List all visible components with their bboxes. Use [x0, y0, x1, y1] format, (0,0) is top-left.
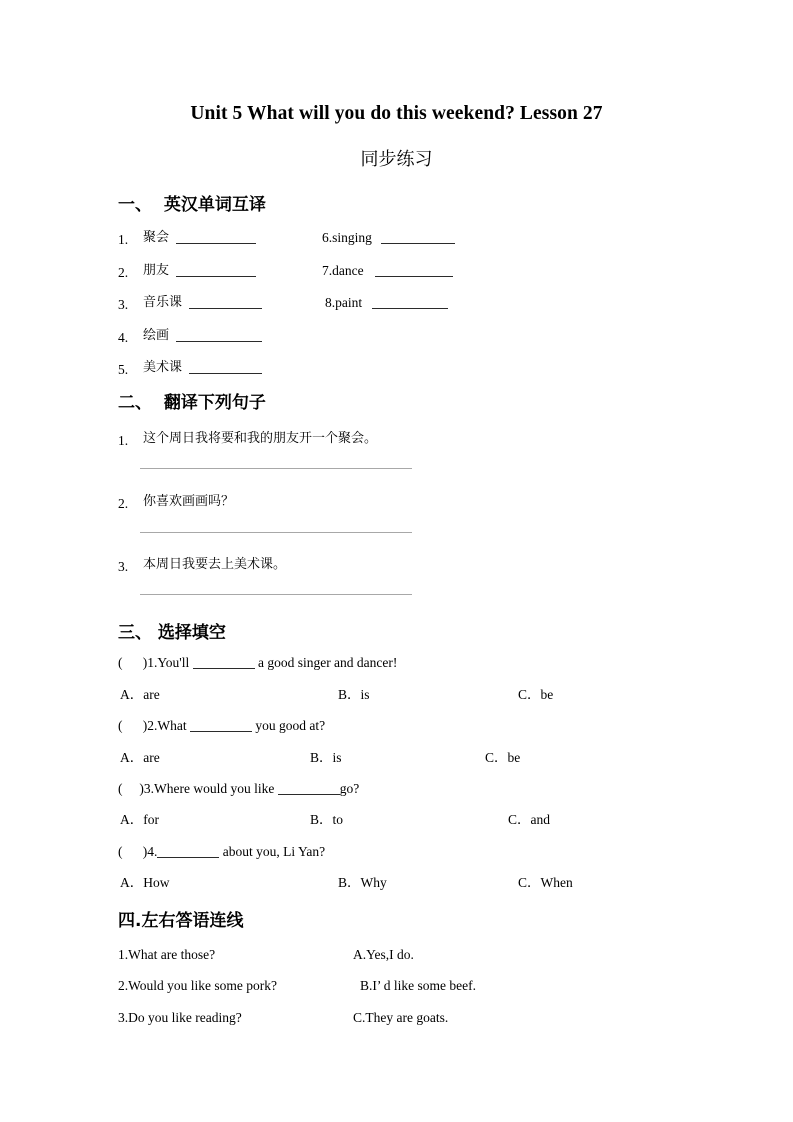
match-right-item[interactable]: C.They are goats. — [353, 1010, 449, 1025]
match-left-item[interactable]: 2.Would you like some pork? — [118, 978, 278, 993]
vocab-word: 6.singing — [322, 230, 372, 245]
mc-stem-before: ( )4. — [118, 844, 158, 859]
translation-prompt: 这个周日我将要和我的朋友开一个聚会。 — [143, 431, 378, 446]
vocab-blank[interactable] — [176, 276, 256, 277]
mc-option-c[interactable]: C．be — [518, 687, 554, 702]
section-2-heading: 二、 翻译下列句子 — [118, 393, 266, 413]
mc-answer-blank[interactable] — [157, 846, 219, 858]
mc-option-b[interactable]: B．to — [310, 812, 344, 827]
item-number: 5. — [118, 362, 129, 377]
match-right-item[interactable]: B.I’ d like some beef. — [360, 978, 476, 993]
vocab-blank[interactable] — [372, 308, 448, 309]
mc-answer-blank[interactable] — [278, 783, 340, 795]
match-right-item[interactable]: A.Yes,I do. — [353, 947, 414, 962]
page-subtitle: 同步练习 — [360, 149, 433, 170]
section-1-heading: 一、 英汉单词互译 — [118, 195, 266, 215]
section-3-heading: 三、 选择填空 — [118, 623, 226, 643]
vocab-blank[interactable] — [176, 341, 262, 342]
answer-rule[interactable] — [140, 468, 412, 469]
translation-prompt: 本周日我要去上美术课。 — [143, 557, 287, 572]
vocab-word: 朋友 — [143, 263, 170, 278]
vocab-word: 7.dance — [322, 263, 364, 278]
mc-option-b[interactable]: B．is — [338, 687, 370, 702]
page-title: Unit 5 What will you do this weekend? Lesson 27 — [190, 103, 603, 124]
mc-option-b[interactable]: B．is — [310, 750, 342, 765]
translation-prompt: 你喜欢画画吗？ — [143, 494, 235, 509]
mc-stem-after: about you, Li Yan? — [219, 844, 326, 859]
mc-question-stem — [118, 782, 359, 796]
mc-stem-before: ( )3.Where would you like — [118, 781, 278, 796]
mc-stem-before: ( )1.You'll — [118, 655, 193, 670]
vocab-word: 8.paint — [325, 295, 363, 310]
mc-answer-blank[interactable] — [193, 657, 255, 669]
item-number: 1. — [118, 433, 129, 448]
mc-answer-blank[interactable] — [190, 720, 252, 732]
item-number: 1. — [118, 232, 129, 247]
vocab-blank[interactable] — [375, 276, 453, 277]
item-number: 2. — [118, 496, 129, 511]
match-left-item[interactable]: 1.What are those? — [118, 947, 216, 962]
mc-stem-after: you good at? — [251, 718, 326, 733]
match-left-item[interactable]: 3.Do you like reading? — [118, 1010, 242, 1025]
mc-stem-before: ( )2.What — [118, 718, 190, 733]
mc-stem-after: a good singer and dancer! — [254, 655, 398, 670]
item-number: 3. — [118, 559, 129, 574]
mc-option-c[interactable]: C．be — [485, 750, 521, 765]
vocab-word: 音乐课 — [143, 295, 183, 310]
vocab-word: 绘画 — [143, 328, 170, 343]
mc-question-stem — [118, 719, 325, 733]
mc-option-a[interactable]: A．for — [120, 812, 159, 827]
vocab-blank[interactable] — [381, 243, 455, 244]
mc-question-stem — [118, 656, 397, 670]
vocab-word: 聚会 — [143, 230, 170, 245]
mc-stem-after: go? — [339, 781, 360, 796]
item-number: 3. — [118, 297, 129, 312]
answer-rule[interactable] — [140, 532, 412, 533]
mc-question-stem — [118, 845, 325, 859]
vocab-blank[interactable] — [176, 243, 256, 244]
mc-option-b[interactable]: B．Why — [338, 875, 387, 890]
section-4-heading: 四.左右答语连线 — [118, 911, 244, 931]
vocab-word: 美术课 — [143, 360, 183, 375]
vocab-blank[interactable] — [189, 373, 262, 374]
item-number: 2. — [118, 265, 129, 280]
mc-option-c[interactable]: C．When — [518, 875, 573, 890]
mc-option-a[interactable]: A．How — [120, 875, 170, 890]
answer-rule[interactable] — [140, 594, 412, 595]
vocab-blank[interactable] — [189, 308, 262, 309]
item-number: 4. — [118, 330, 129, 345]
mc-option-a[interactable]: A．are — [120, 750, 160, 765]
mc-option-a[interactable]: A．are — [120, 687, 160, 702]
mc-option-c[interactable]: C．and — [508, 812, 550, 827]
